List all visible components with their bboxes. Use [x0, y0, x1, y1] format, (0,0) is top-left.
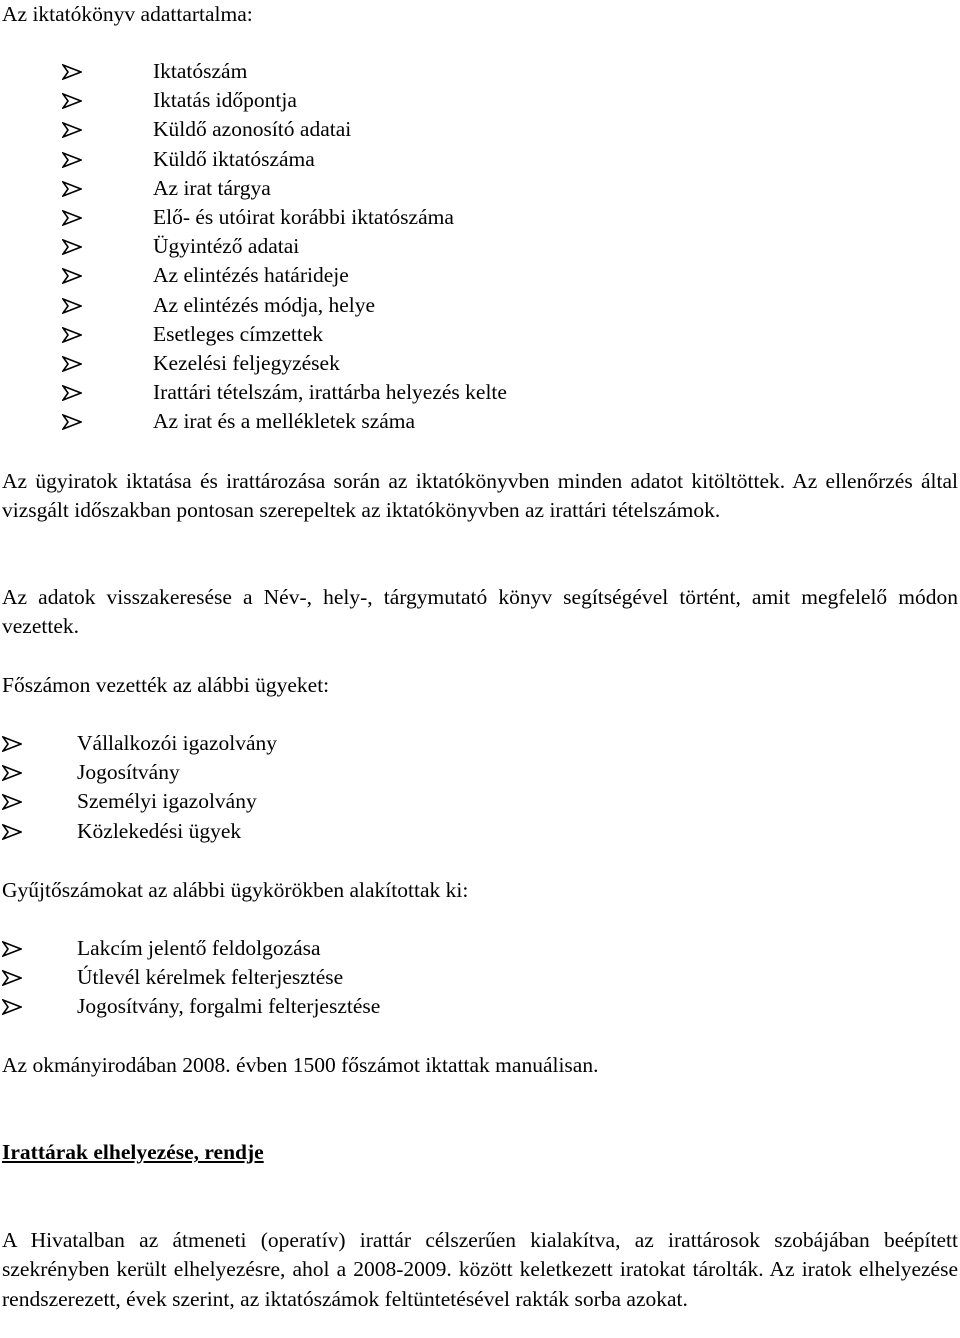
list-item-label: Az irat és a mellékletek száma [153, 409, 416, 434]
collective-heading: Gyűjtőszámokat az alábbi ügykörökben alakítottak ki: [2, 878, 469, 902]
arrowhead-bullet-icon [62, 356, 82, 372]
section-title: Irattárak elhelyezése, rendje [2, 1140, 264, 1164]
list-item-label: Esetleges címzettek [153, 321, 324, 346]
summary-line: Az okmányirodában 2008. évben 1500 főszámot iktattak manuálisan. [2, 1053, 599, 1077]
list-item-label: Küldő azonosító adatai [153, 117, 352, 142]
arrowhead-bullet-icon [2, 999, 22, 1015]
list-item-label: Irattári tételszám, irattárba helyezés kelte [153, 380, 507, 405]
paragraph-iktatas: Az ügyiratok iktatása és irattározása során az iktatókönyvben minden adatot kitöltöttek. Az ellenőrzés által vizsgált időszakban pontosan szerepeltek az iktatókönyvben az irattári tételszámok. [2, 469, 958, 523]
intro-heading: Az iktatókönyv adattartalma: [2, 2, 253, 26]
paragraph-visszakereses: Az adatok visszakeresése a Név-, hely-, tárgymutató könyv segítségével történt, amit megfelelő módon vezettek. [2, 585, 958, 639]
list-item-label: Jogosítvány [77, 760, 180, 785]
list-item-label: Elő- és utóirat korábbi iktatószáma [153, 204, 454, 229]
arrowhead-bullet-icon [62, 122, 82, 138]
arrowhead-bullet-icon [2, 970, 22, 986]
arrowhead-bullet-icon [62, 93, 82, 109]
arrowhead-bullet-icon [62, 210, 82, 226]
list-item-label: Személyi igazolvány [77, 789, 257, 814]
list-item-label: Az irat tárgya [153, 175, 271, 200]
list-item-label: Vállalkozói igazolvány [77, 731, 277, 755]
list-item-label: Az elintézés határideje [153, 263, 349, 288]
arrowhead-bullet-icon [62, 268, 82, 284]
list-item-label: Iktatószám [153, 59, 248, 83]
main-numbers-heading: Főszámon vezették az alábbi ügyeket: [2, 673, 330, 697]
arrowhead-bullet-icon [2, 794, 22, 810]
arrowhead-bullet-icon [62, 152, 82, 168]
list-item-label: Közlekedési ügyek [77, 818, 242, 843]
arrowhead-bullet-icon [62, 239, 82, 255]
arrowhead-bullet-icon [2, 765, 22, 781]
arrowhead-bullet-icon [62, 298, 82, 314]
list-item-label: Iktatás időpontja [153, 88, 297, 113]
arrowhead-bullet-icon [2, 824, 22, 840]
arrowhead-bullet-icon [62, 327, 82, 343]
list-item-label: Ügyintéző adatai [153, 234, 300, 259]
arrowhead-bullet-icon [62, 181, 82, 197]
arrowhead-bullet-icon [62, 414, 82, 430]
paragraph-irattar: A Hivatalban az átmeneti (operatív) irattár célszerűen kialakítva, az irattárosok szobájában beépített szekrényben került elhelyezésre, ahol a 2008-2009. között keletkezett iratokat tárolták. Az iratok elhelyezése rendszerezett, évek szerint, az iktatószámok feltüntetésével rakták sorba azokat. [2, 1228, 958, 1311]
arrowhead-bullet-icon [62, 385, 82, 401]
arrowhead-bullet-icon [2, 736, 22, 752]
list-item-label: Kezelési feljegyzések [153, 350, 340, 375]
list-item-label: Jogosítvány, forgalmi felterjesztése [77, 994, 381, 1019]
arrowhead-bullet-icon [2, 941, 22, 957]
list-item-label: Az elintézés módja, helye [153, 292, 376, 317]
list-item-label: Lakcím jelentő feldolgozása [77, 936, 321, 960]
list-item-label: Küldő iktatószáma [153, 146, 315, 171]
list-item-label: Útlevél kérelmek felterjesztése [77, 965, 344, 990]
arrowhead-bullet-icon [62, 64, 82, 80]
